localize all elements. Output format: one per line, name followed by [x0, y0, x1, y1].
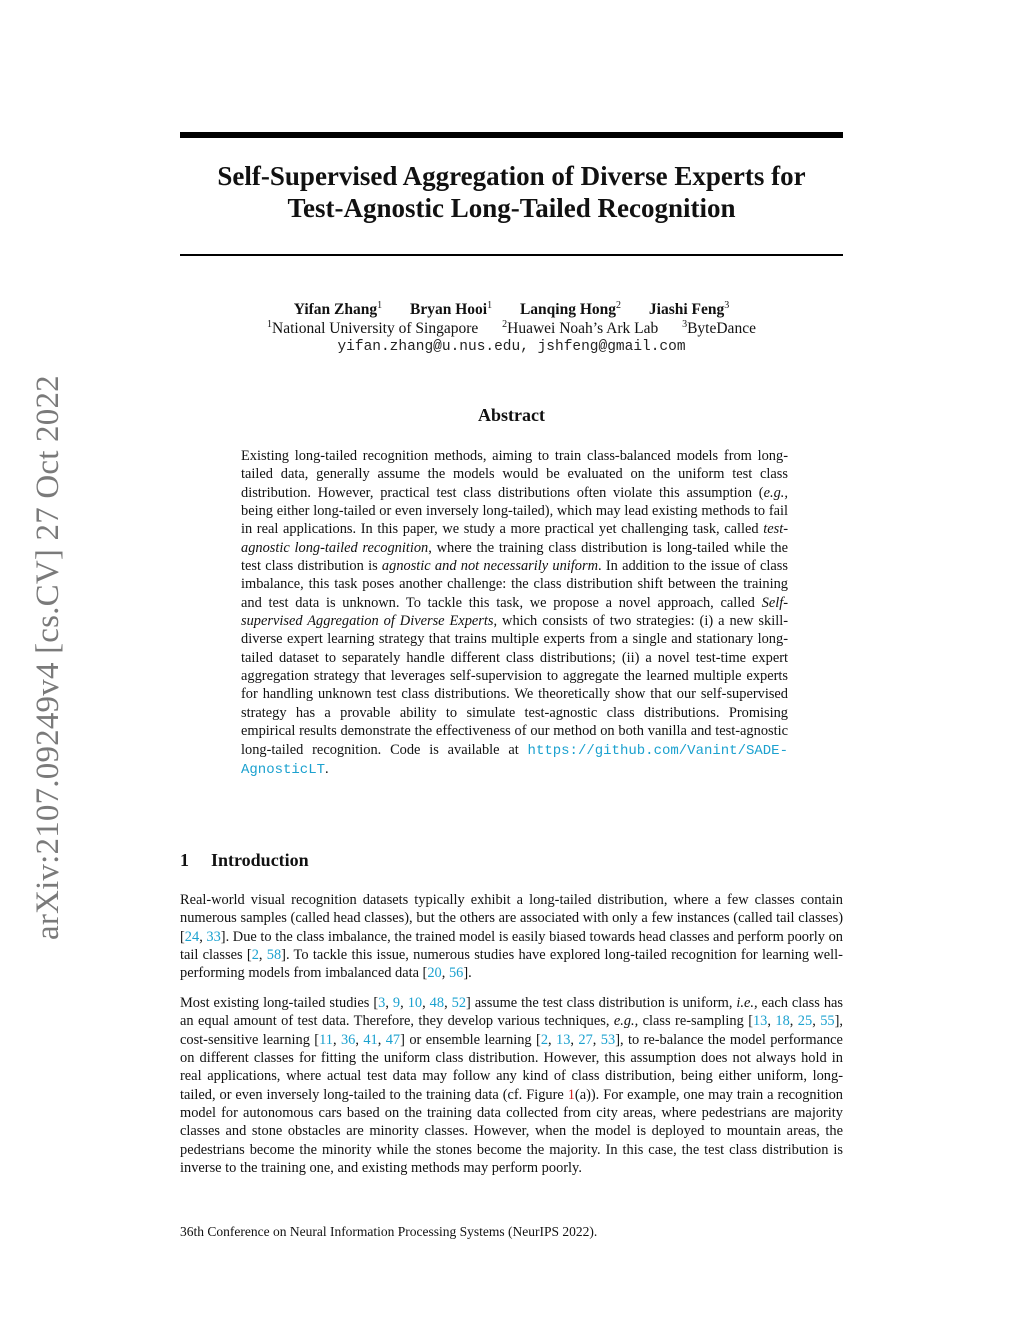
citation-link[interactable]: 3 [378, 995, 386, 1011]
citation-link[interactable]: 24 [184, 928, 200, 945]
citation-link[interactable]: 2 [540, 1031, 549, 1048]
citation-link[interactable]: 9 [392, 995, 401, 1011]
citation-link[interactable]: 58 [266, 947, 282, 964]
affiliation: $^2$Huawei Noah’s Ark Lab [502, 318, 659, 337]
title-top-rule [180, 132, 843, 138]
author-names [180, 300, 843, 319]
section-heading-introduction: 1 Introduction [180, 850, 309, 870]
author: Jiashi Feng$^3$ [648, 299, 730, 318]
author-block [180, 300, 843, 357]
citation-link[interactable]: 13 [752, 1013, 768, 1030]
citation-link[interactable]: 10 [407, 995, 423, 1011]
arxiv-identifier: arXiv:2107.09249v4 [cs.CV] 27 Oct 2022 [30, 375, 66, 940]
citation-link[interactable]: 20 [427, 965, 442, 982]
citation-link[interactable]: 25 [797, 1013, 813, 1030]
abstract-heading: Abstract [478, 405, 545, 425]
citation-link[interactable]: 27 [578, 1031, 593, 1048]
citation-link[interactable]: 36 [340, 1031, 356, 1048]
author: Lanqing Hong$^2$ [519, 299, 622, 318]
citation-link[interactable]: 52 [451, 995, 467, 1011]
figure-reference-link[interactable]: 1 [567, 1086, 575, 1103]
citation-link[interactable]: 33 [206, 928, 221, 945]
title-line-1: Self-Supervised Aggregation of Diverse Experts for [217, 161, 806, 191]
citation-link[interactable]: 18 [775, 1013, 790, 1030]
affiliation: $^3$ByteDance [682, 318, 756, 337]
abstract-body: Existing long-tailed recognition methods, aiming to train class-balanced models from long-tailed data, generally assume the models would be evaluated on the uniform test class distribution. However, practical test class distributions often violate this assumption (e.g., being either long-tailed or even inversely long-tailed), which may lead existing methods to fail in real applications. In this paper, we study a more practical yet challenging task, called test-agnostic long-tailed recognition, where the training class distribution is long-tailed while the test class distribution is agnostic and not necessarily uniform. In addition to the issue of class imbalance, this task poses another challenge: the class distribution shift between the training and test data is unknown. To tackle this task, we propose a novel approach, called Self-supervised Aggregation of Diverse Experts, which consists of two strategies: (i) a new skill-diverse expert learning strategy that trains multiple experts from a single and stationary long-tailed dataset to separately handle different class distributions; (ii) a novel test-time expert aggregation strategy that leverages self-supervision to aggregate the learned multiple experts for handling unknown test class distributions. We theoretically show that our self-supervised strategy has a provable ability to simulate test-agnostic class distributions. Promising empirical results demonstrate the effectiveness of our method on both vanilla and test-agnostic long-tailed recognition. Code is available at https://github.com/Vanint/SADE-AgnosticLT. [241, 448, 789, 778]
citation-link[interactable]: 55 [820, 1013, 835, 1030]
citation-link[interactable]: 41 [363, 1031, 378, 1048]
author-emails: yifan.zhang@u.nus.edu, jshfeng@gmail.com [337, 339, 686, 355]
intro-paragraph-1: Real-world visual recognition datasets typically exhibit a long-tailed distribution, where a few classes contain numerous samples (called head classes), but the others are associated with only a few instances (called tail classes) [24, 33]. Due to the class imbalance, the trained model is easily biased towards head classes and perform poorly on tail classes [2, 58]. To tackle this issue, numerous studies have explored long-tailed recognition for learning well-performing models from imbalanced data [20, 56]. [180, 892, 843, 982]
paper-title [180, 160, 843, 224]
title-bottom-rule [180, 254, 843, 256]
affiliation: $^1$National University of Singapore [267, 318, 479, 337]
code-link[interactable]: https://github.com/Vanint/SADE-AgnosticLT [241, 742, 788, 778]
affiliations [180, 319, 843, 338]
citation-link[interactable]: 2 [251, 947, 259, 964]
citation-link[interactable]: 56 [448, 965, 464, 982]
author: Yifan Zhang$^1$ [293, 299, 383, 318]
citation-link[interactable]: 11 [319, 1031, 333, 1048]
author: Bryan Hooi$^1$ [410, 299, 493, 318]
citation-link[interactable]: 53 [600, 1031, 616, 1048]
intro-paragraph-2: Most existing long-tailed studies [3, 9, 10, 48, 52] assume the test class distribution is uniform, i.e., each class has an equal amount of test data. Therefore, they develop various techniques, e.g., class re-sampling [13, 18, 25, 55], cost-sensitive learning [11, 36, 41, 47] or ensemble learning [2, 13, 27, 53], to re-balance the model performance on different classes for fitting the uniform class distribution. However, this assumption does not always hold in real applications, where actual test data may follow any kind of class distribution, being either uniform, long-tailed, or even inversely long-tailed to the training data (cf. Figure 1(a)). For example, one may train a recognition model for autonomous cars based on the training data collected from city areas, where pedestrians are majority classes and stone obstacles are minority classes. However, when the model is deployed to mountain areas, the pedestrians become the minority while the stones become the majority. In this case, the test class distribution is inverse to the training one, and existing methods may perform poorly. [180, 995, 844, 1177]
citation-link[interactable]: 47 [385, 1031, 401, 1048]
conference-footnote: 36th Conference on Neural Information Processing Systems (NeurIPS 2022). [180, 1224, 598, 1239]
title-line-2: Test-Agnostic Long-Tailed Recognition [287, 193, 736, 223]
citation-link[interactable]: 48 [429, 995, 445, 1011]
citation-link[interactable]: 13 [556, 1031, 571, 1048]
